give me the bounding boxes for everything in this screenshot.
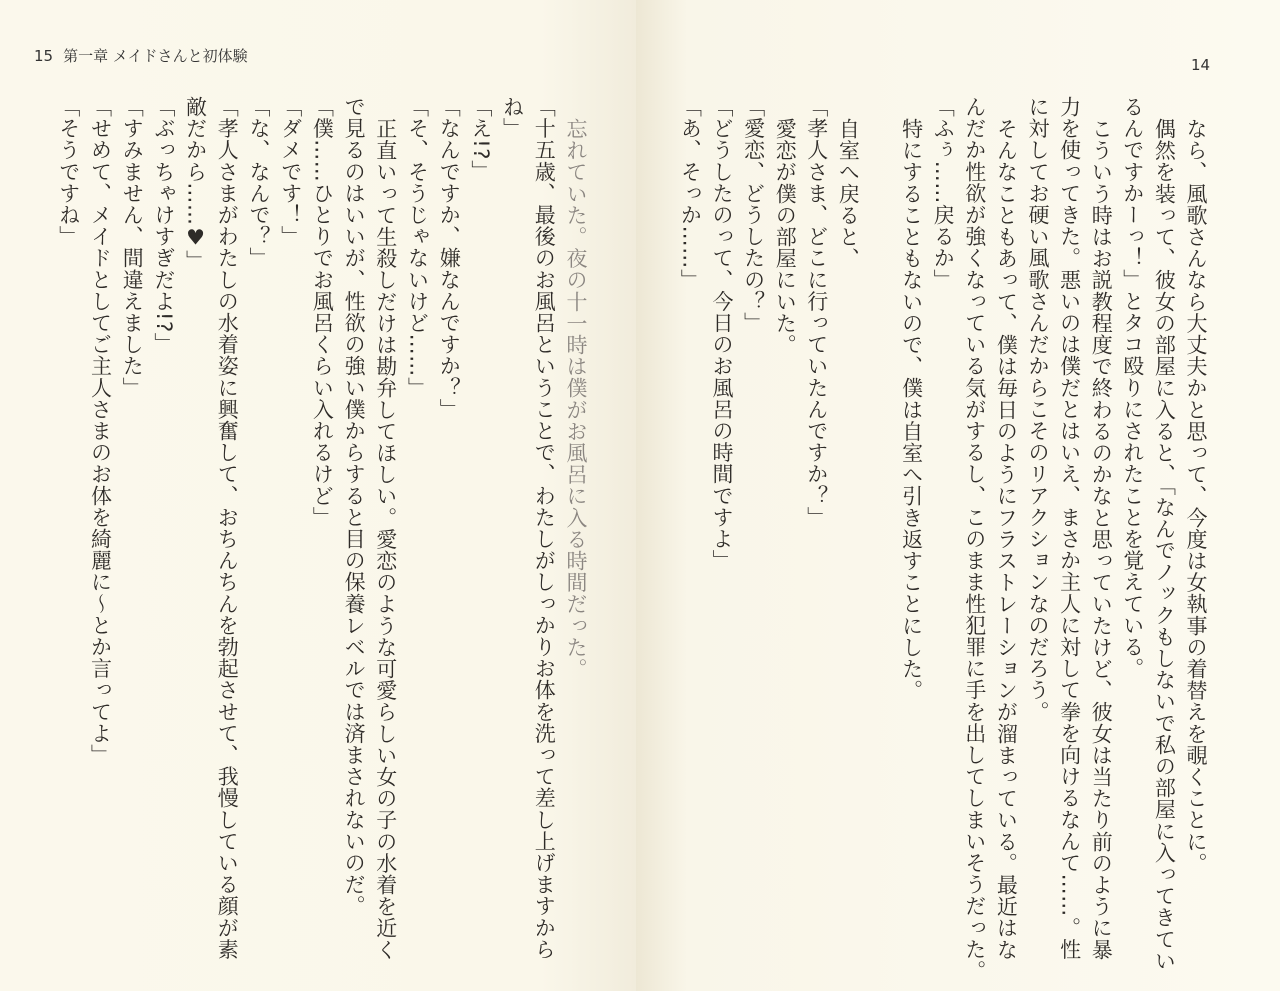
text-column: 「あ、そっか……」 [678, 96, 703, 291]
text-column: なら、風歌さんなら大丈夫かと思って、今度は女執事の着替えを覗くことに。 [1184, 118, 1208, 874]
text-column: 「孝人さま、どこに行っていたんですか？」 [804, 96, 829, 528]
text-column: 「どうしたのって、今日のお風呂の時間ですよ」 [710, 96, 734, 572]
running-header [34, 45, 248, 66]
text-column: 「すみません、間違えました」 [120, 96, 145, 399]
page-number: 14 [1191, 56, 1211, 74]
text-column: 愛恋が僕の部屋にいた。 [773, 118, 798, 356]
text-column: 「僕……ひとりでお風呂くらい入れるけど」 [310, 96, 335, 528]
text-column: 「ふぅ……戻るか」 [931, 96, 956, 291]
text-column: 「な、なんで？」 [247, 96, 271, 269]
text-column: るんですかーっ！」とタコ殴りにされたことを覚えている。 [1120, 96, 1145, 680]
text-column: 偶然を装って、彼女の部屋に入ると、「なんでノックもしないで私の部屋に入ってきてい [1152, 118, 1177, 972]
text-column: こういう時はお説教程度で終わるのかなと思っていたけど、彼女は当たり前のように暴 [1089, 118, 1114, 961]
text-column: 自室へ戻ると、 [836, 118, 861, 270]
text-column: 特にすることもないので、僕は自室へ引き返すことにした。 [899, 118, 924, 702]
right-page [636, 0, 1280, 991]
text-column: 「十五歳、最後のお風呂ということで、わたしがしっかりお体を洗って差し上げますから [532, 96, 557, 960]
page-number: 15 [34, 47, 54, 65]
text-column: 「せめて、メイドとしてご主人さまのお体を綺麗に～とか言ってよ」 [88, 96, 113, 766]
text-column: 力を使ってきた。悪いのは僕だとはいえ、まさか主人に対して拳を向けるなんて……。性 [1057, 96, 1082, 960]
text-column: に対してお硬い風歌さんだからこそのリアクションなのだろう。 [1026, 96, 1050, 723]
text-column: 「え!?」 [468, 96, 493, 182]
text-column: 「孝人さまがわたしの水着姿に興奮して、おちんちんを勃起させて、我慢している顔が素 [215, 96, 240, 960]
text-column: 「そうですね」 [56, 96, 81, 248]
left-page [0, 0, 636, 991]
text-column: 正直いって生殺しだけは勘弁してほしい。愛恋のような可愛らしい女の子の水着を近く [373, 118, 398, 961]
text-column: んだか性欲が強くなっている気がするし、このまま性犯罪に手を出してしまいそうだった。 [962, 96, 987, 982]
text-column: 「ぶっちゃけすぎだよ!?」 [151, 96, 176, 355]
text-column: ね」 [500, 96, 525, 140]
text-column: で見るのはいいが、性欲の強い僕からすると目の保養レベルでは済まされないのだ。 [342, 96, 367, 917]
chapter-title: 第一章 メイドさんと初体験 [63, 47, 248, 65]
text-column: 「そ、そうじゃないけど……」 [405, 96, 430, 399]
text-column: 「なんですか、嫌なんですか？」 [437, 96, 462, 420]
text-column: 敵だから……♥」 [183, 96, 208, 272]
text-column: 忘れていた。夜の十一時は僕がお風呂に入る時間だった。 [564, 118, 588, 680]
text-column: 「ダメです！」 [278, 96, 303, 248]
text-column: そんなこともあって、僕は毎日のようにフラストレーションが溜まっている。最近はな [994, 118, 1019, 961]
text-column: 「愛恋、どうしたの？」 [741, 96, 766, 334]
